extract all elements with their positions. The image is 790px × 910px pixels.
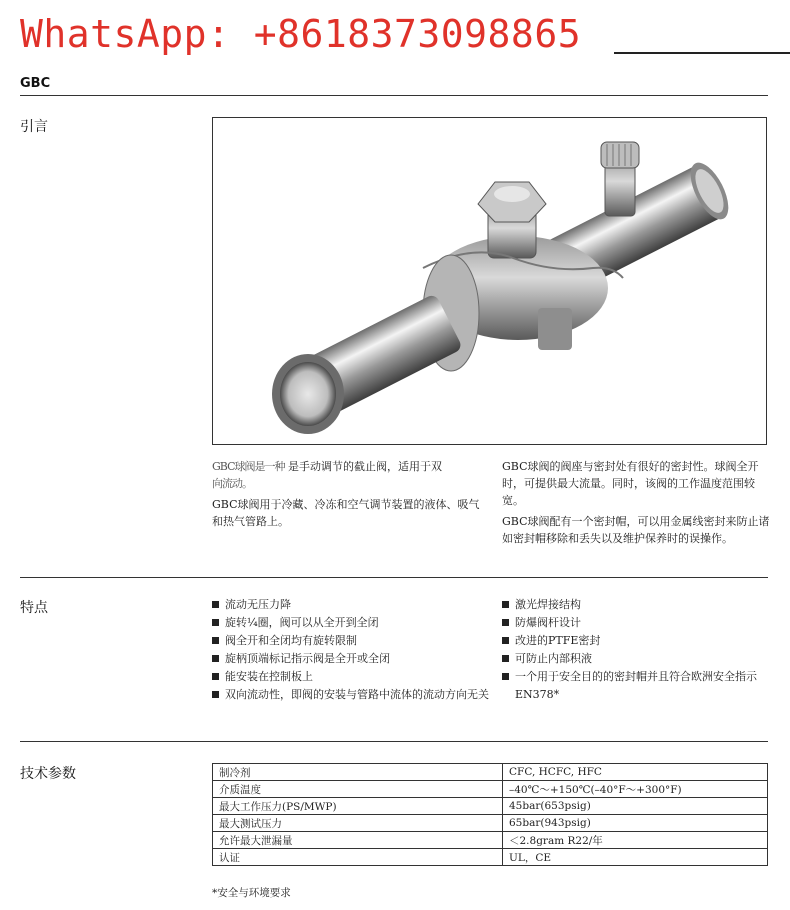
bullet-square-icon <box>212 619 219 626</box>
whatsapp-watermark: WhatsApp: +8618373098865 <box>20 12 582 56</box>
section-title-intro: 引言 <box>20 119 48 135</box>
spec-key: 介质温度 <box>213 781 503 798</box>
intro-garbled-start: GBC球阀是一种 <box>212 460 285 473</box>
feature-item: 双向流动性，即阀的安装与管路中流体的流动方向无关 <box>212 686 490 704</box>
section-rule-features <box>20 577 768 578</box>
spec-value: UL，CE <box>503 849 768 866</box>
spec-key: 最大工作压力(PS/MWP) <box>213 798 503 815</box>
table-row <box>213 781 768 798</box>
intro-right-para2: GBC球阀配有一个密封帽，可以用金属线密封来防止诸如密封帽移除和丢失以及维护保养时的误操作。 <box>502 515 770 545</box>
bullet-square-icon <box>502 655 509 662</box>
section-title-specs: 技术参数 <box>20 766 76 782</box>
feature-item: 阀全开和全闭均有旋转限制 <box>212 632 490 650</box>
intro-left-line1: 是手动调节的截止阀，适用于双 <box>288 460 442 473</box>
spec-value: CFC, HCFC, HFC <box>503 764 768 781</box>
spec-footnote: *安全与环境要求 <box>212 887 291 899</box>
bullet-square-icon <box>502 601 509 608</box>
table-row <box>213 849 768 866</box>
feature-item: 旋柄顶端标记指示阀是全开或全闭 <box>212 650 490 668</box>
bullet-square-icon <box>212 637 219 644</box>
intro-left-para2: GBC球阀用于冷藏、冷冻和空气调节装置的液体、吸气和热气管路上。 <box>212 498 480 528</box>
feature-item: 一个用于安全目的的密封帽并且符合欧洲安全指示EN378* <box>502 668 762 704</box>
spec-value: 65bar(943psig) <box>503 815 768 832</box>
spec-key: 认证 <box>213 849 503 866</box>
spec-key: 允许最大泄漏量 <box>213 832 503 849</box>
table-row <box>213 764 768 781</box>
bullet-square-icon <box>502 637 509 644</box>
bullet-square-icon <box>212 691 219 698</box>
table-row <box>213 815 768 832</box>
intro-right-column <box>502 458 770 551</box>
spec-value: 45bar(653psig) <box>503 798 768 815</box>
feature-item: 可防止内部积液 <box>502 650 762 668</box>
section-title-features: 特点 <box>20 600 48 616</box>
intro-right-para1: GBC球阀的阀座与密封处有很好的密封性。球阀全开时，可提供最大流量。同时，该阀的工作温度范围较宽。 <box>502 460 759 507</box>
bullet-square-icon <box>502 673 509 680</box>
ball-valve-illustration <box>213 118 767 445</box>
intro-left-column <box>212 458 490 534</box>
feature-item: 激光焊接结构 <box>502 596 762 614</box>
section-rule-specs <box>20 741 768 742</box>
feature-item: 能安装在控制板上 <box>212 668 490 686</box>
bullet-square-icon <box>212 655 219 662</box>
features-left-list <box>212 596 490 704</box>
ball-valve-photo <box>212 117 767 445</box>
spec-key: 制冷剂 <box>213 764 503 781</box>
feature-item: 防爆阀杆设计 <box>502 614 762 632</box>
feature-item: 旋转¼圈，阀可以从全开到全闭 <box>212 614 490 632</box>
spec-key: 最大测试压力 <box>213 815 503 832</box>
spec-table <box>212 763 768 866</box>
spec-value: –40℃～+150℃(–40°F～+300°F) <box>503 781 768 798</box>
intro-garbled-line2: 向流动。 <box>212 477 252 490</box>
feature-item: 改进的PTFE密封 <box>502 632 762 650</box>
bullet-square-icon <box>502 619 509 626</box>
table-row <box>213 832 768 849</box>
header-rule <box>20 95 768 96</box>
product-code: GBC <box>20 76 51 91</box>
bullet-square-icon <box>212 601 219 608</box>
watermark-underline <box>614 52 790 54</box>
bullet-square-icon <box>212 673 219 680</box>
spec-value: ＜2.8gram R22/年 <box>503 832 768 849</box>
feature-item: 流动无压力降 <box>212 596 490 614</box>
table-row <box>213 798 768 815</box>
features-right-list <box>502 596 762 704</box>
